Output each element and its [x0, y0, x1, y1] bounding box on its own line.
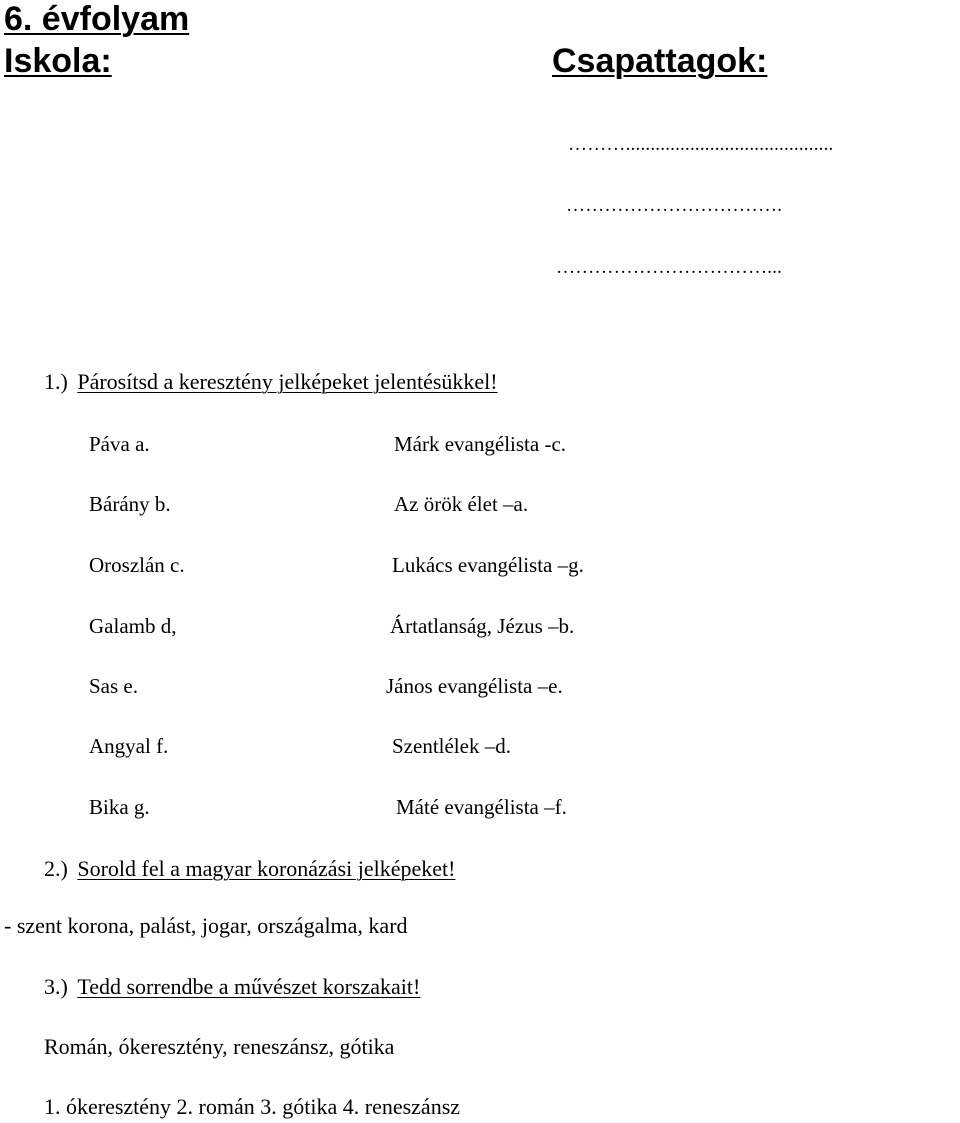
- q1-prompt: Párosítsd a keresztény jelképeket jelentésükkel!: [77, 369, 498, 394]
- q1-heading: [44, 371, 498, 393]
- blank-line-1: ………..........................................: [568, 134, 834, 155]
- q1-left-item: Angyal f.: [89, 734, 169, 758]
- q1-number: 1.): [44, 369, 68, 394]
- q1-right-item: Lukács evangélista –g.: [392, 553, 584, 577]
- q1-right-item: Márk evangélista -c.: [394, 432, 567, 456]
- school-label: Iskola:: [4, 42, 112, 80]
- q3-prompt: Tedd sorrendbe a művészet korszakait!: [77, 974, 421, 999]
- q1-left-item: Páva a.: [89, 432, 150, 456]
- q3-items: Román, ókeresztény, reneszánsz, gótika: [44, 1034, 395, 1059]
- q1-left-item: Bika g.: [89, 795, 150, 819]
- q3-heading: [44, 976, 420, 998]
- blank-line-2: …………………………….: [566, 195, 783, 216]
- q1-right-item: Máté evangélista –f.: [396, 795, 567, 819]
- q1-right-item: Ártatlanság, Jézus –b.: [390, 614, 575, 638]
- q3-answer: 1. ókeresztény 2. román 3. gótika 4. reneszánsz: [44, 1094, 461, 1119]
- grade-title: 6. évfolyam: [4, 0, 190, 38]
- q1-right-item: Szentlélek –d.: [392, 734, 511, 758]
- q1-left-item: Galamb d,: [89, 614, 177, 638]
- blank-line-3: ……………………………...: [556, 257, 783, 278]
- q2-number: 2.): [44, 856, 68, 881]
- q1-right-item: János evangélista –e.: [386, 674, 563, 698]
- q2-prompt: Sorold fel a magyar koronázási jelképeket!: [77, 856, 456, 881]
- q1-right-item: Az örök élet –a.: [394, 492, 529, 516]
- q1-left-item: Bárány b.: [89, 492, 171, 516]
- team-members-label: Csapattagok:: [552, 42, 768, 80]
- q2-heading: [44, 858, 455, 880]
- q3-number: 3.): [44, 974, 68, 999]
- q1-left-item: Sas e.: [89, 674, 138, 698]
- q1-left-item: Oroszlán c.: [89, 553, 185, 577]
- q2-answer: - szent korona, palást, jogar, országalma, kard: [4, 913, 408, 938]
